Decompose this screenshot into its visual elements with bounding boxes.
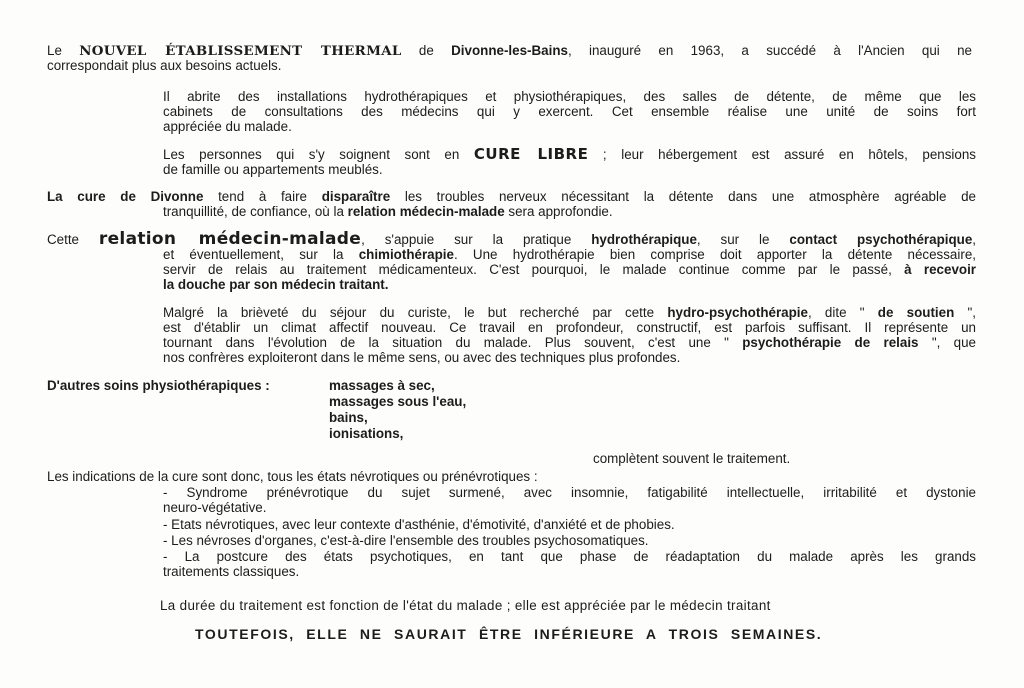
- text: , dite ": [807, 305, 878, 320]
- relation-line-3: [163, 262, 976, 277]
- indication-item-4: - La postcure des états psychotiques, en tant que phase de réadaptation du malade après les grands: [163, 549, 976, 564]
- bold-text: disparaître: [321, 189, 391, 204]
- text: tournant dans l'évolution de la situation du malade. Plus souvent, c'est une ": [163, 335, 743, 350]
- bold-text: massages sous l'eau,: [329, 394, 467, 409]
- relation-line-1: [47, 229, 977, 249]
- bold-text: chimiothérapie: [358, 247, 454, 262]
- indication-item-1: - Syndrome prénévrotique du sujet surmené, avec insomnie, fatigabilité intellectuelle, irritabilité et dystonie: [163, 485, 976, 500]
- bold-text: massages à sec,: [329, 378, 435, 393]
- psychotherapy-line-4: nos confrères exploiteront dans le même sens, ou avec des techniques plus profondes.: [163, 350, 681, 365]
- intro-line-1: [47, 43, 972, 59]
- facilities-line-3: appréciée du malade.: [163, 119, 292, 134]
- text: ; leur hébergement est assuré en hôtels, pensions: [588, 147, 977, 162]
- text: , inauguré en 1963, a succédé à l'Ancien qui ne: [567, 43, 972, 58]
- text: de: [401, 43, 452, 58]
- cure-libre-line-2: de famille ou appartements meublés.: [163, 162, 383, 177]
- other-care-item: [329, 426, 403, 441]
- bold-text: à recevoir: [904, 262, 977, 277]
- text: , s'appuie sur la pratique: [361, 232, 592, 247]
- other-care-item: [329, 378, 435, 393]
- cure-goal-line-1: [47, 189, 976, 204]
- text: Malgré la brièveté du séjour du curiste, le but recherché par cette: [163, 305, 668, 320]
- indication-item-2: - Etats névrotiques, avec leur contexte d'asthénie, d'émotivité, d'anxiété et de phobies.: [163, 517, 675, 532]
- cure-libre-heading: CURE LIBRE: [473, 145, 589, 163]
- bold-text: D'autres soins physiothérapiques :: [47, 378, 270, 393]
- relation-line-4: [163, 277, 388, 292]
- text: ,: [972, 232, 977, 247]
- text: tend à faire: [203, 189, 322, 204]
- duration-line: La durée du traitement est fonction de l'état du malade ; elle est appréciée par le médecin traitant: [160, 598, 771, 613]
- text: Cette: [47, 232, 99, 247]
- text: . Une hydrothérapie bien comprise doit apporter la détente nécessaire,: [453, 247, 976, 262]
- relation-line-2: [163, 247, 976, 262]
- duration-minimum: TOUTEFOIS, ELLE NE SAURAIT ÊTRE INFÉRIEURE A TROIS SEMAINES.: [195, 626, 823, 642]
- psychotherapy-line-3: [163, 335, 976, 350]
- bold-text: psychothérapie de relais: [742, 335, 919, 350]
- text: ", que: [918, 335, 976, 350]
- text: Les personnes qui s'y soignent sont en: [163, 147, 474, 162]
- relation-heading: relation médecin-malade: [98, 229, 362, 249]
- intro-line-2: correspondait plus aux besoins actuels.: [47, 58, 282, 73]
- text: les troubles nerveux nécessitant la détente dans une atmosphère agréable de: [390, 189, 976, 204]
- indication-item-3: - Les névroses d'organes, c'est-à-dire l'ensemble des troubles psychosomatiques.: [163, 533, 649, 548]
- indications-intro: Les indications de la cure sont donc, tous les états névrotiques ou prénévrotiques :: [47, 469, 538, 484]
- text: sera approfondie.: [504, 204, 613, 219]
- other-care-label: [47, 378, 270, 393]
- text: servir de relais au traitement médicamenteux. C'est pourquoi, le malade continue comme par le passé,: [163, 262, 905, 277]
- other-care-item: [329, 410, 368, 425]
- psychotherapy-line-1: [163, 305, 976, 320]
- facilities-line-1: Il abrite des installations hydrothérapiques et physiothérapiques, des salles de détente, de même que les: [163, 89, 976, 104]
- text: ",: [954, 305, 977, 320]
- bold-text: hydro-psychothérapie: [667, 305, 808, 320]
- bold-text: la douche par son médecin traitant.: [163, 277, 389, 292]
- bold-text: contact psychothérapique: [789, 232, 973, 247]
- text: Le: [47, 43, 80, 58]
- bold-text: La cure de Divonne: [47, 189, 204, 204]
- establishment-name: NOUVEL ÉTABLISSEMENT THERMAL: [79, 43, 402, 59]
- bold-text: bains,: [329, 410, 368, 425]
- indication-item-1-cont: neuro-végétative.: [163, 500, 267, 515]
- text: , sur le: [696, 232, 790, 247]
- bold-text: relation médecin-malade: [347, 204, 505, 219]
- bold-text: ionisations,: [329, 426, 404, 441]
- bold-text: hydrothérapique: [591, 232, 697, 247]
- bold-text: de soutien: [877, 305, 955, 320]
- cure-libre-line-1: [163, 147, 976, 162]
- text: et éventuellement, sur la: [163, 247, 359, 262]
- indication-item-4-cont: traitements classiques.: [163, 564, 300, 579]
- other-care-item: [329, 394, 466, 409]
- psychotherapy-line-2: est d'établir un climat affectif nouveau. Ce travail en profondeur, constructif, est parfois suffisant. Il représente un: [163, 320, 976, 335]
- town-name: Divonne-les-Bains: [451, 43, 568, 58]
- cure-goal-line-2: [163, 204, 613, 219]
- facilities-line-2: cabinets de consultations des médecins qui y exercent. Cet ensemble réalise une unité de soins fort: [163, 104, 976, 119]
- text: tranquillité, de confiance, où la: [163, 204, 348, 219]
- other-care-tail: complètent souvent le traitement.: [593, 451, 791, 466]
